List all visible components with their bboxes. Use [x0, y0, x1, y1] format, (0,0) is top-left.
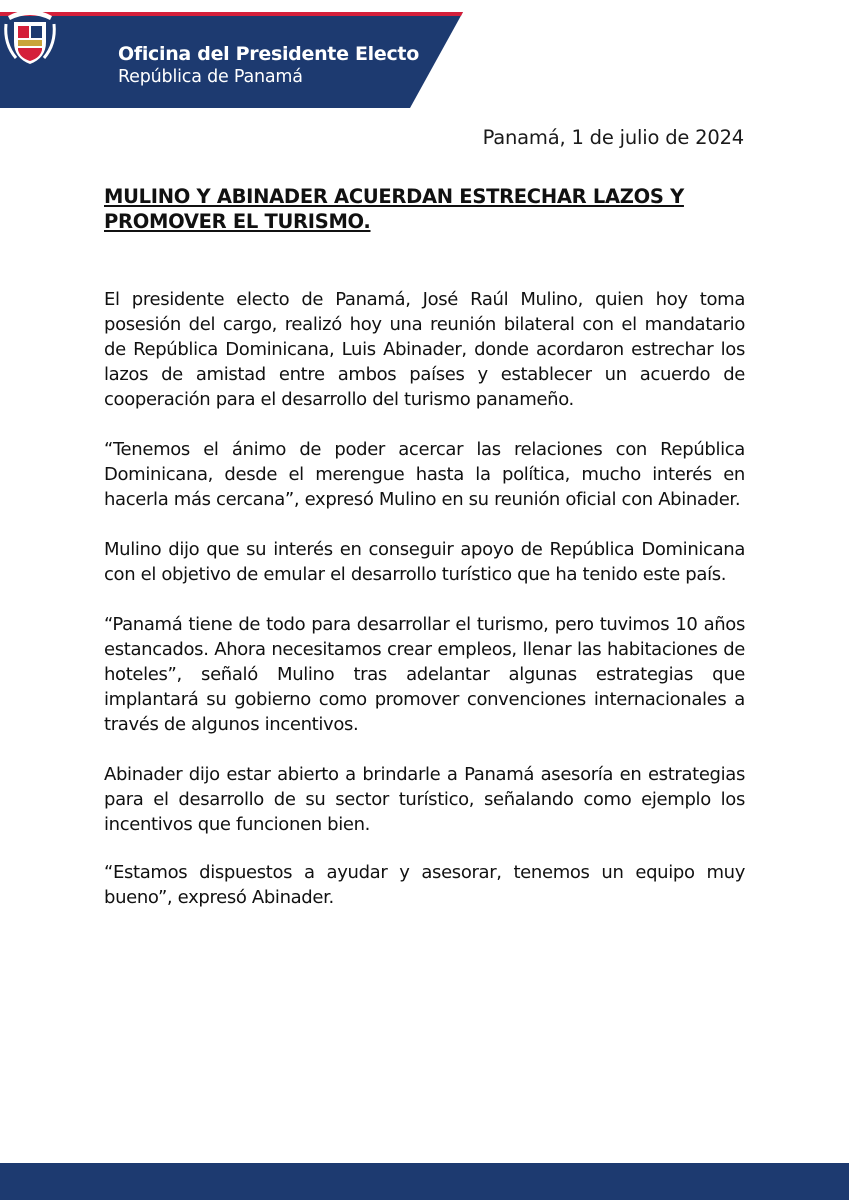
dateline: Panamá, 1 de julio de 2024 [482, 126, 744, 149]
coat-of-arms-panama-icon [0, 0, 60, 66]
press-release-body [104, 287, 745, 935]
press-release-headline: MULINO Y ABINADER ACUERDAN ESTRECHAR LAZOS Y PROMOVER EL TURISMO. [104, 185, 684, 233]
office-subtitle: República de Panamá [118, 67, 303, 87]
body-paragraph: “Estamos dispuestos a ayudar y asesorar, tenemos un equipo muy bueno”, expresó Abinader. [104, 862, 745, 908]
body-paragraph: Mulino dijo que su interés en conseguir apoyo de República Dominicana con el objetivo de emular el desarrollo turístico que ha tenido este país. [104, 539, 745, 585]
body-paragraph: El presidente electo de Panamá, José Raúl Mulino, quien hoy toma posesión del cargo, realizó hoy una reunión bilateral con el mandatario de República Dominicana, Luis Abinader, donde acordaron estrechar los lazos de amistad entre ambos países y establecer un acuerdo de cooperación para el desarrollo del turismo panameño. [104, 289, 745, 410]
letterhead-banner [0, 0, 849, 112]
office-title: Oficina del Presidente Electo [118, 43, 419, 65]
body-paragraph: “Tenemos el ánimo de poder acercar las relaciones con República Dominicana, desde el merengue hasta la política, mucho interés en hacerla más cercana”, expresó Mulino en su reunión oficial con Abinader. [104, 439, 745, 510]
body-paragraph: Abinader dijo estar abierto a brindarle a Panamá asesoría en estrategias para el desarrollo de su sector turístico, señalando como ejemplo los incentivos que funcionen bien. [104, 764, 745, 835]
body-paragraph: “Panamá tiene de todo para desarrollar el turismo, pero tuvimos 10 años estancados. Ahora necesitamos crear empleos, llenar las habitaciones de hoteles”, señaló Mulino tras adelantar algunas estrategias que implantará su gobierno como promover convenciones internacionales a través de algunos incentivos. [104, 614, 745, 735]
footer-banner [0, 1163, 849, 1200]
red-accent-stripe [0, 12, 463, 16]
